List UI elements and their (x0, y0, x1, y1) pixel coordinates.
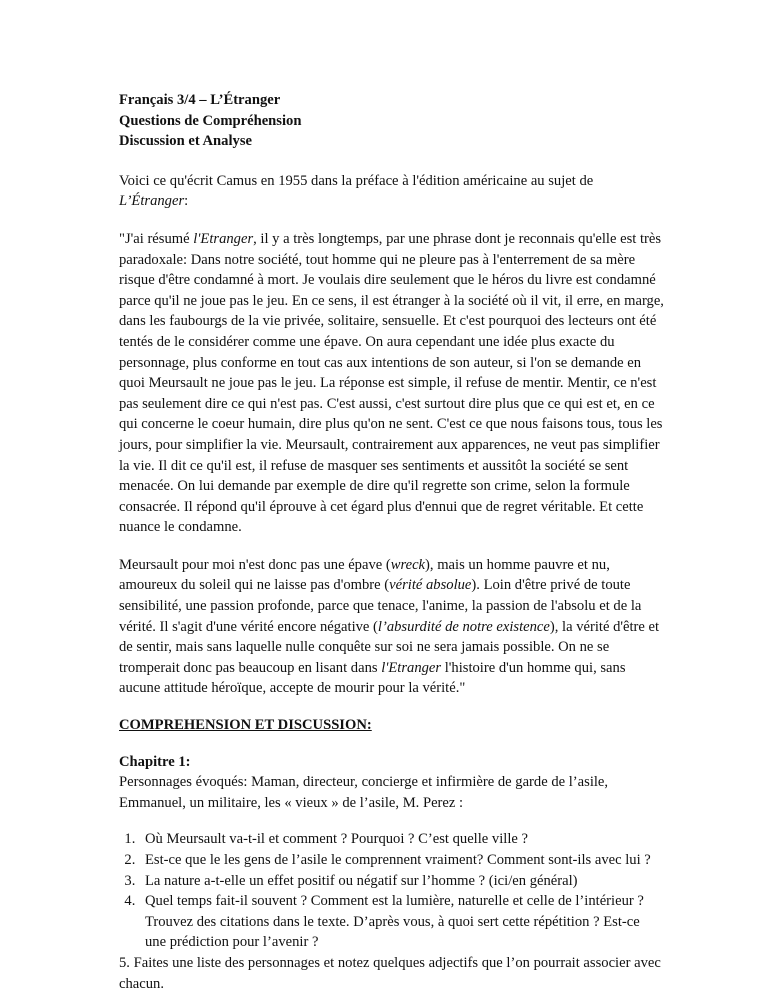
quote2-part-4: ), la vérité d'être et de sentir, mais sans laquelle nulle conquête sur soi ne sera jamais possible. On ne se tromperait donc pas beaucoup en lisant dans (119, 618, 660, 676)
question-item-5: 5. Faites une liste des personnages et notez quelques adjectifs que l’on pourrait associer avec chacun. (119, 954, 661, 992)
quote2-italic-3: l’absurdité de notre existence (377, 618, 550, 635)
camus-quote-paragraph-2 (119, 555, 664, 699)
quote2-part-1: Meursault pour moi n'est donc pas une épave ( (119, 556, 391, 573)
quote1-body: , il y a très longtemps, par une phrase dont je reconnais qu'elle est très paradoxale: Dans notre société, tout homme qui ne pleure pas à l'enterrement de sa mère risque d'être condamné à mort. Je voulais dire seulement que le héros du livre est condamné parce qu'il ne joue pas le jeu. En ce sens, il est étranger à la société où il vit, il erre, en marge, dans les faubourgs de la vie privée, solitaire, sensuelle. Et c'est pourquoi des lecteurs ont été tentés de le considérer comme une épave. On aura cependant une idée plus exacte du personnage, plus conforme en tout cas aux intentions de son auteur, si l'on se demande en quoi Meursault ne joue pas le jeu. La réponse est simple, il refuse de mentir. Mentir, ce n'est pas seulement dire ce qui n'est pas. C'est aussi, c'est surtout dire plus que ce qui est et, en ce qui concerne le coeur humain, dire plus qu'on ne sent. C'est ce que nous faisons tous, tous les jours, pour simplifier la vie. Meursault, contrairement aux apparences, ne veut pas simplifier la vie. Il dit ce qu'il est, il refuse de masquer ses sentiments et aussitôt la société se sent menacée. On lui demande par exemple de dire qu'il regrette son crime, selon la formule consacrée. Il répond qu'il éprouve à cet égard plus d'ennui que de regret véritable. Et cette nuance le condamne. (119, 230, 664, 536)
question-list (119, 829, 664, 953)
quote2-italic-2: vérité absolue (389, 577, 472, 594)
chapter-title: Chapitre 1: (119, 753, 191, 770)
question-item: 1. Où Meursault va-t-il et comment ? Pourquoi ? C’est quelle ville ? (139, 829, 664, 850)
intro-colon: : (184, 193, 189, 210)
quote2-italic-1: wreck (390, 556, 426, 573)
quote2-part-5: l'histoire d'un homme qui, sans aucune attitude héroïque, accepte de mourir pour la vérité." (119, 659, 626, 697)
camus-quote-paragraph-1 (119, 229, 664, 538)
course-title: Français 3/4 – L’Étranger (119, 92, 281, 108)
question-item: 4. Quel temps fait-il souvent ? Comment est la lumière, naturelle et celle de l’intérieur ? Trouvez des citations dans le texte. D’après vous, à quoi sert cette répétition ? Est-ce une prédiction pour l’avenir ? (139, 891, 664, 953)
header-subtitle-2: Discussion et Analyse (119, 133, 252, 150)
quote1-open: "J'ai résumé (119, 230, 194, 247)
quote2-part-3: ). Loin d'être privé de toute sensibilité, une passion profonde, parce que tenace, l'anime, la passion de l'absolu et de la vérité. Il s'agit d'une vérité encore négative ( (119, 577, 642, 635)
document-header (119, 90, 664, 152)
intro-paragraph (119, 171, 664, 212)
header-subtitle: Questions de Compréhension (119, 112, 302, 129)
question-item: 2. Est-ce que le les gens de l’asile le comprennent vraiment? Comment sont-ils avec lui ? (139, 850, 664, 871)
document-page (119, 86, 664, 994)
quote2-italic-4: l'Etranger (381, 659, 442, 676)
section-heading: COMPREHENSION ET DISCUSSION: (119, 717, 372, 734)
question-item: 3. La nature a-t-elle un effet positif ou négatif sur l’homme ? (ici/en général) (139, 871, 664, 892)
intro-book-title: L’Étranger (119, 193, 185, 210)
chapter-characters: Personnages évoqués: Maman, directeur, concierge et infirmière de garde de l’asile, Emmanuel, un militaire, les « vieux » de l’asile, M. Perez : (119, 774, 609, 811)
intro-text: Voici ce qu'écrit Camus en 1955 dans la préface à l'édition américaine au sujet de (119, 172, 594, 189)
quote1-title: l'Etranger (193, 230, 254, 247)
quote2-part-2: ), mais un homme pauvre et nu, amoureux du soleil qui ne laisse pas d'ombre ( (119, 556, 610, 594)
